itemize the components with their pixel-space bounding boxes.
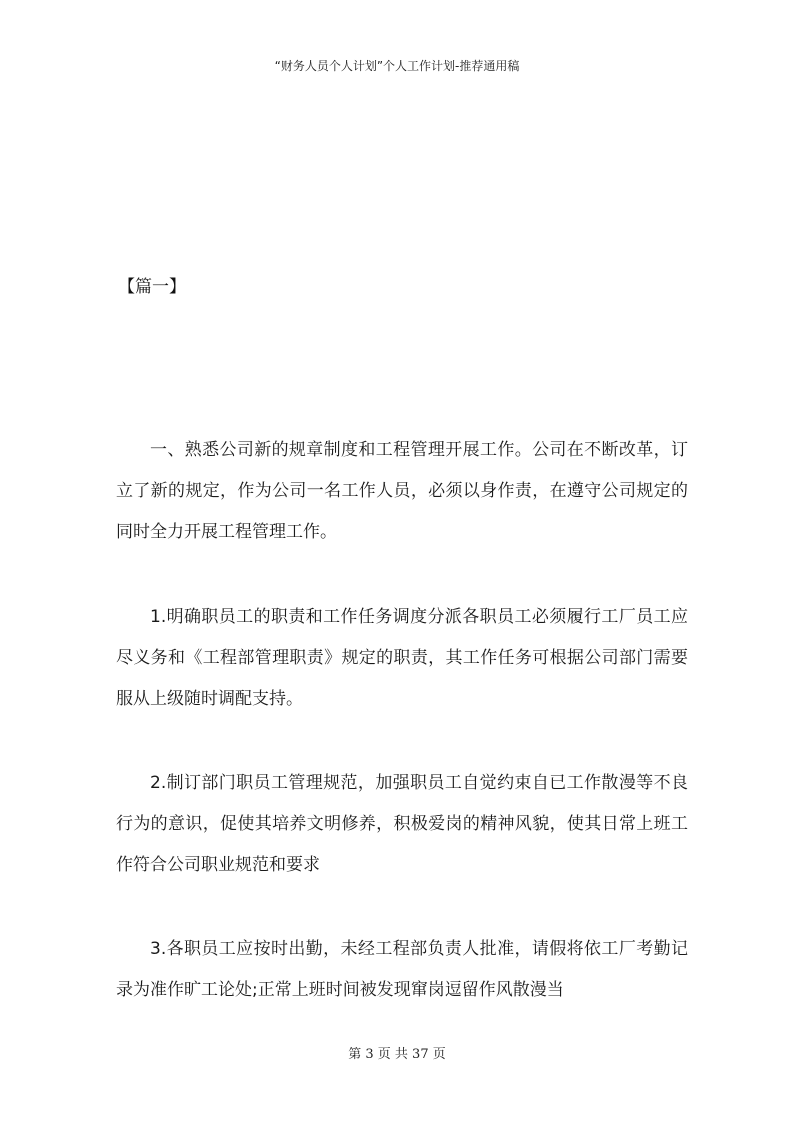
- paragraph-2: 1.明确职员工的职责和工作任务调度分派各职员工必须履行工厂员工应尽义务和《工程部管理职责》规定的职责，其工作任务可根据公司部门需要服从上级随时调配支持。: [116, 607, 688, 709]
- paragraph-4: 3.各职员工应按时出勤，未经工程部负责人批准，请假将依工厂考勤记录为准作旷工论处;正常上班时间被发现窜岗逗留作风散漫当: [116, 939, 688, 1000]
- page-footer: 第 3 页 共 37 页: [348, 1047, 446, 1062]
- page-header: “财务人员个人计划”个人工作计划-推荐通用稿: [274, 59, 520, 73]
- section-title: 【篇一】: [118, 277, 186, 297]
- paragraph-3: 2.制订部门职员工管理规范，加强职员工自觉约束自已工作散漫等不良行为的意识，促使其培养文明修养，积极爱岗的精神风貌，使其日常上班工作符合公司职业规范和要求: [116, 773, 688, 875]
- paragraph-1: 一、熟悉公司新的规章制度和工程管理开展工作。公司在不断改革，订立了新的规定，作为公司一名工作人员，必须以身作责，在遵守公司规定的同时全力开展工程管理工作。: [116, 440, 688, 542]
